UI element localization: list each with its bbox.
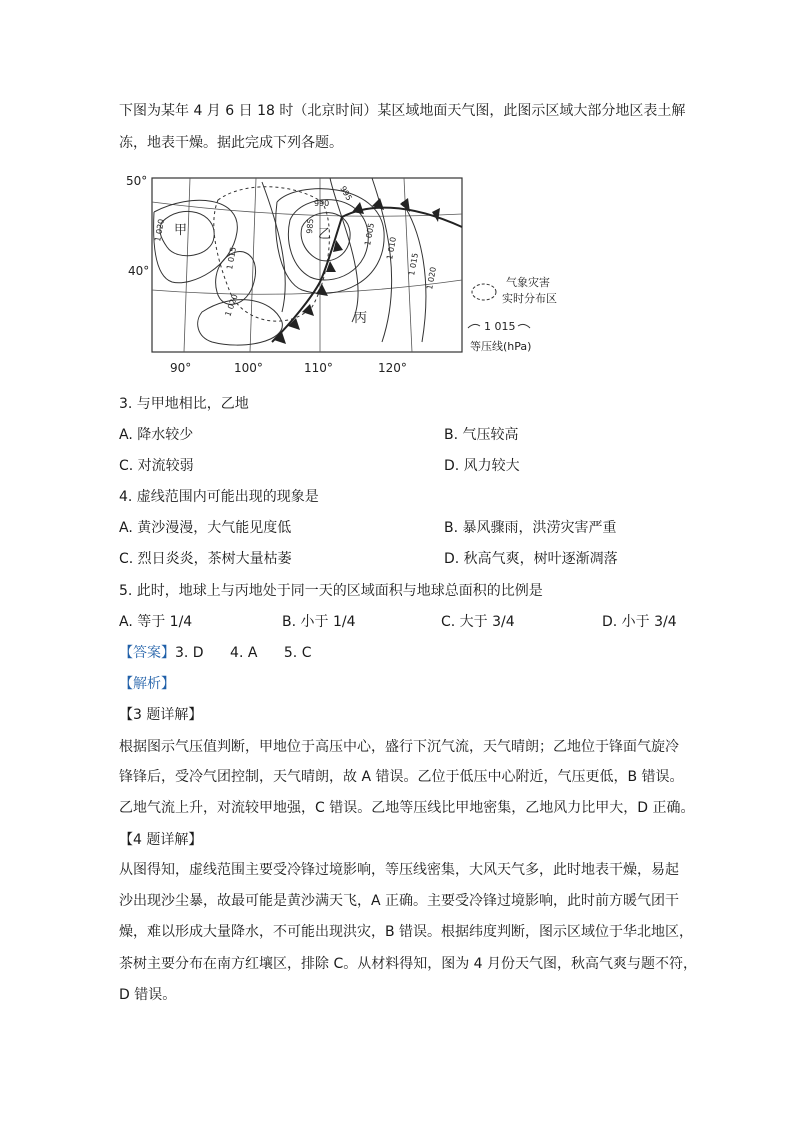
answer-4: 4. A	[230, 645, 258, 661]
q4-option-a: A. 黄沙漫漫，大气能见度低	[119, 520, 292, 536]
legend-hazard-line2: 实时分布区	[502, 292, 557, 305]
detail-4-line-1: 从图得知，虚线范围主要受冷锋过境影响，等压线密集，大风天气多，此时地表干燥，易起	[119, 862, 679, 878]
q5-option-c: C. 大于 3/4	[441, 614, 515, 630]
q5-option-b: B. 小于 1/4	[282, 614, 356, 630]
answer-5: 5. C	[283, 645, 312, 661]
q4-option-b: B. 暴风骤雨，洪涝灾害严重	[444, 520, 617, 536]
q3-option-a: A. 降水较少	[119, 427, 194, 443]
detail-4-line-4: 茶树主要分布在南方红壤区，排除 C。从材料得知，图为 4 月份天气图，秋高气爽与题不符，	[119, 956, 698, 972]
legend-isobar-label: 等压线(hPa)	[470, 340, 532, 353]
isobar-label-1020-south: 1 020	[223, 293, 240, 318]
lon-label-120: 120°	[378, 361, 407, 375]
q4-option-c: C. 烈日炎炎，茶树大量枯萎	[119, 551, 292, 567]
isobars	[154, 178, 426, 345]
isobar-label-1015-west: 1 015	[225, 246, 238, 271]
q3-option-b: B. 气压较高	[444, 427, 519, 443]
answer-3: 3. D	[175, 645, 204, 661]
legend-hazard-line1: 气象灾害	[506, 276, 550, 289]
isobar-label-1015-east: 1 015	[407, 252, 420, 277]
detail-3-line-1: 根据图示气压值判断，甲地位于高压中心，盛行下沉气流，天气晴朗；乙地位于锋面气旋冷	[119, 739, 679, 755]
q5-stem: 5. 此时，地球上与丙地处于同一天的区域面积与地球总面积的比例是	[119, 583, 543, 599]
intro-line-1: 下图为某年 4 月 6 日 18 时（北京时间）某区域地面天气图，此图示区域大部分地区表土解	[119, 103, 686, 119]
lon-label-90: 90°	[170, 361, 192, 375]
detail-4-line-2: 沙出现沙尘暴，故最可能是黄沙满天飞，A 正确。主要受冷锋过境影响，此时前方暖气团干	[119, 893, 680, 909]
lon-label-100: 100°	[234, 361, 263, 375]
q3-option-c: C. 对流较弱	[119, 458, 194, 474]
q3-stem: 3. 与甲地相比，乙地	[119, 396, 249, 412]
detail-3-label: 【3 题详解】	[119, 707, 203, 723]
q3-option-d: D. 风力较大	[444, 458, 520, 474]
detail-3-line-3: 乙地气流上升，对流较甲地强，C 错误。乙地等压线比甲地密集，乙地风力比甲大，D 正确。	[119, 800, 695, 816]
isobar-label-1020-west: 1 020	[153, 218, 166, 243]
weather-map	[122, 172, 558, 375]
place-label-bing: 丙	[354, 311, 368, 326]
detail-4-label: 【4 题详解】	[119, 832, 203, 848]
q4-stem: 4. 虚线范围内可能出现的现象是	[119, 489, 319, 505]
lat-label-40: 40°	[128, 264, 150, 278]
detail-4-line-3: 燥，难以形成大量降水，不可能出现洪灾，B 错误。根据纬度判断，图示区域位于华北地区，	[119, 924, 694, 940]
q5-option-d: D. 小于 3/4	[602, 614, 677, 630]
lat-label-50: 50°	[126, 174, 148, 188]
isobar-label-1010: 1 010	[385, 236, 398, 261]
detail-4-line-5: D 错误。	[119, 987, 177, 1003]
q5-option-a: A. 等于 1/4	[119, 614, 193, 630]
legend-hazard-symbol	[472, 284, 496, 300]
meridian-90	[184, 178, 190, 352]
place-label-jia: 甲	[174, 223, 188, 238]
isobar-label-990: 990	[314, 199, 330, 208]
intro-line-2: 冻，地表干燥。据此完成下列各题。	[119, 135, 343, 151]
isobar-label-1005: 1 005	[363, 222, 376, 247]
answer-label: 【答案】	[119, 645, 175, 661]
isobar-label-1020-east: 1 020	[425, 266, 438, 291]
legend-isobar-right	[518, 324, 530, 328]
analysis-label: 【解析】	[119, 676, 175, 692]
lon-label-110: 110°	[304, 361, 333, 375]
legend-isobar-value: 1 015	[484, 320, 516, 333]
parallel-40	[152, 280, 462, 294]
legend-isobar-left	[468, 324, 480, 328]
isobar-label-995: 995	[338, 184, 354, 203]
detail-3-line-2: 锋锋后，受冷气团控制，天气晴朗，故 A 错误。乙位于低压中心附近，气压更低，B 错误。	[119, 769, 684, 785]
q4-option-d: D. 秋高气爽，树叶逐渐凋落	[444, 551, 618, 567]
place-label-yi: 乙	[318, 227, 332, 242]
isobar-label-985: 985	[305, 218, 316, 235]
answer-row	[119, 642, 311, 664]
